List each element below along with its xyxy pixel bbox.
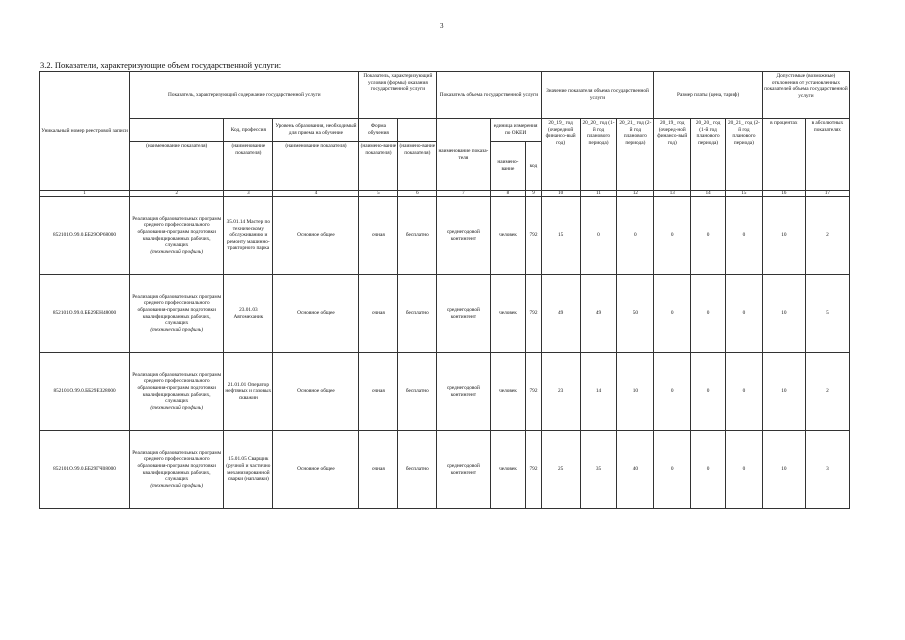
registry-number: 852101О.99.0.ББ29ЕН48000 (40, 275, 130, 353)
payment-y3: 0 (725, 353, 762, 431)
volume-y2: 0 (580, 197, 617, 275)
header-name-indicator-e: (наимено-вание показателя) (398, 142, 437, 191)
code-profession: 21.01.01 Оператор нефтяных и газовых скважин (224, 353, 273, 431)
registry-number: 852101О.99.0.ББ29ГЧ08000 (40, 431, 130, 509)
education-level: Основное общее (273, 431, 359, 509)
header-vv-y1: 20_19_ год (очередной финансо-вый год) (541, 119, 580, 191)
payment-type: бесплатно (398, 197, 437, 275)
program-name: Реализация образовательных программ среднего профессионального образования-программ подготовки квалифицированных рабочих, служащих (132, 371, 222, 405)
volume-y1: 25 (541, 431, 580, 509)
program-profile: (технический профиль) (150, 482, 203, 489)
program-profile: (технический профиль) (150, 404, 203, 411)
volume-y3: 50 (617, 275, 654, 353)
payment-y2: 0 (691, 197, 726, 275)
program-profile: (технический профиль) (150, 248, 203, 255)
indicator-name: среднегодовой контингент (437, 197, 490, 275)
payment-y3: 0 (725, 197, 762, 275)
code-profession: 15.01.05 Сварщик (ручной и частично механизированной сварки (наплавки) (224, 431, 273, 509)
deviation-absolute: 2 (805, 353, 849, 431)
header-volume-value: Значение показателя объема государственной услуги (541, 72, 654, 119)
unit-name: человек (490, 431, 526, 509)
col-number: 8 (490, 191, 526, 197)
okei-code: 792 (526, 197, 541, 275)
header-payment-size: Размер платы (цена, тариф) (654, 72, 763, 119)
header-volume-indicator: Показатель объема государственной услуги (437, 72, 541, 119)
program-cell (130, 275, 224, 353)
payment-y1: 0 (654, 275, 691, 353)
header-study-form: Форма обучения (359, 119, 398, 142)
header-vv-y2: 20_20_ год (1-й год планового периода) (580, 119, 617, 191)
study-form: очная (359, 275, 398, 353)
header-unit-code: код (526, 142, 541, 191)
volume-y1: 49 (541, 275, 580, 353)
payment-y1: 0 (654, 353, 691, 431)
col-number: 12 (617, 191, 654, 197)
header-ps-y3: 20_21_ год (2-й год планового периода) (725, 119, 762, 191)
header-ps-y1: 20_19_ год (очеред-ной финансо-вый год) (654, 119, 691, 191)
payment-type: бесплатно (398, 431, 437, 509)
deviation-absolute: 5 (805, 275, 849, 353)
okei-code: 792 (526, 275, 541, 353)
registry-number: 852101О.99.0.ББ29ОР68000 (40, 197, 130, 275)
header-unit-okei: единица измерения по ОКЕИ (490, 119, 541, 142)
deviation-absolute: 2 (805, 197, 849, 275)
header-name-indicator-d: (наимено-вание показателя) (359, 142, 398, 191)
payment-y1: 0 (654, 197, 691, 275)
volume-indicators-table (39, 71, 850, 509)
table-row (40, 431, 850, 509)
col-number: 11 (580, 191, 617, 197)
program-name: Реализация образовательных программ среднего профессионального образования-программ подготовки квалифицированных рабочих, служащих (132, 215, 222, 249)
col-number: 14 (691, 191, 726, 197)
payment-type: бесплатно (398, 275, 437, 353)
payment-y2: 0 (691, 275, 726, 353)
section-title: 3.2. Показатели, характеризующие объем государственной услуги: (40, 60, 282, 70)
registry-number: 852101О.99.0.ББ29ЕЗ28000 (40, 353, 130, 431)
study-form: очная (359, 353, 398, 431)
program-name: Реализация образовательных программ среднего профессионального образования-программ подготовки квалифицированных рабочих, служащих (132, 449, 222, 483)
code-profession: 35.01.14 Мастер по техническому обслуживанию и ремонту машинно-тракторного парка (224, 197, 273, 275)
table-row (40, 353, 850, 431)
indicator-name: среднегодовой контингент (437, 275, 490, 353)
volume-y3: 40 (617, 431, 654, 509)
header-ps-y2: 20_20_ год (1-й год планового периода) (691, 119, 726, 191)
unit-name: человек (490, 353, 526, 431)
deviation-percent: 10 (762, 353, 805, 431)
table-row (40, 275, 850, 353)
table-row (40, 197, 850, 275)
okei-code: 792 (526, 431, 541, 509)
payment-y1: 0 (654, 431, 691, 509)
col-number: 1 (40, 191, 130, 197)
deviation-percent: 10 (762, 275, 805, 353)
header-vv-y3: 20_21_ год (2-й год планового периода) (617, 119, 654, 191)
program-cell (130, 431, 224, 509)
col-number: 5 (359, 191, 398, 197)
study-form: очная (359, 197, 398, 275)
col-number: 10 (541, 191, 580, 197)
col-number: 6 (398, 191, 437, 197)
col-number: 4 (273, 191, 359, 197)
deviation-absolute: 3 (805, 431, 849, 509)
volume-y1: 23 (541, 353, 580, 431)
okei-code: 792 (526, 353, 541, 431)
col-number: 2 (130, 191, 224, 197)
header-content-indicator: Показатель, характеризующий содержание государственной услуги (130, 72, 359, 119)
col-number: 13 (654, 191, 691, 197)
education-level: Основное общее (273, 275, 359, 353)
unit-name: человек (490, 275, 526, 353)
unit-name: человек (490, 197, 526, 275)
study-form: очная (359, 431, 398, 509)
header-name-indicator-a: (наименование показателя) (130, 142, 224, 191)
col-number: 3 (224, 191, 273, 197)
education-level: Основное общее (273, 197, 359, 275)
volume-y3: 10 (617, 353, 654, 431)
education-level: Основное общее (273, 353, 359, 431)
col-number: 15 (725, 191, 762, 197)
header-in-absolute: в абсолютных показателях (805, 119, 849, 191)
program-cell (130, 197, 224, 275)
payment-y3: 0 (725, 431, 762, 509)
header-indicator-name: наименование показа-теля (437, 119, 490, 191)
header-name-indicator-c: (наименование показателя) (273, 142, 359, 191)
col-number: 16 (762, 191, 805, 197)
payment-type: бесплатно (398, 353, 437, 431)
header-name-indicator-b: (наименование показателя) (224, 142, 273, 191)
header-conditions-indicator: Показатель, характеризующий условия (формы) оказания государственной услуги (359, 72, 437, 119)
volume-y2: 49 (580, 275, 617, 353)
indicator-name: среднегодовой контингент (437, 431, 490, 509)
header-unique-number: Уникальный номер реестровой записи (40, 72, 130, 191)
program-profile: (технический профиль) (150, 326, 203, 333)
header-education-level: Уровень образования, необходимый для приема на обучение (273, 119, 359, 142)
code-profession: 23.01.03 Автомеханик (224, 275, 273, 353)
header-code-profession: Код, профессия (224, 119, 273, 142)
col-number: 7 (437, 191, 490, 197)
volume-y2: 14 (580, 353, 617, 431)
payment-y2: 0 (691, 353, 726, 431)
program-name: Реализация образовательных программ среднего профессионального образования-программ подготовки квалифицированных рабочих, служащих (132, 293, 222, 327)
volume-y1: 15 (541, 197, 580, 275)
header-in-percent: в процентах (762, 119, 805, 191)
volume-y3: 0 (617, 197, 654, 275)
page-number: 3 (440, 22, 444, 30)
indicator-name: среднегодовой контингент (437, 353, 490, 431)
deviation-percent: 10 (762, 431, 805, 509)
payment-y2: 0 (691, 431, 726, 509)
header-unit-name: наимено-вание (490, 142, 526, 191)
volume-y2: 35 (580, 431, 617, 509)
header-deviations: Допустимые (возможные) отклонения от установленных показателей объема государственной услуги (762, 72, 849, 119)
payment-y3: 0 (725, 275, 762, 353)
program-cell (130, 353, 224, 431)
col-number: 9 (526, 191, 541, 197)
col-number: 17 (805, 191, 849, 197)
deviation-percent: 10 (762, 197, 805, 275)
